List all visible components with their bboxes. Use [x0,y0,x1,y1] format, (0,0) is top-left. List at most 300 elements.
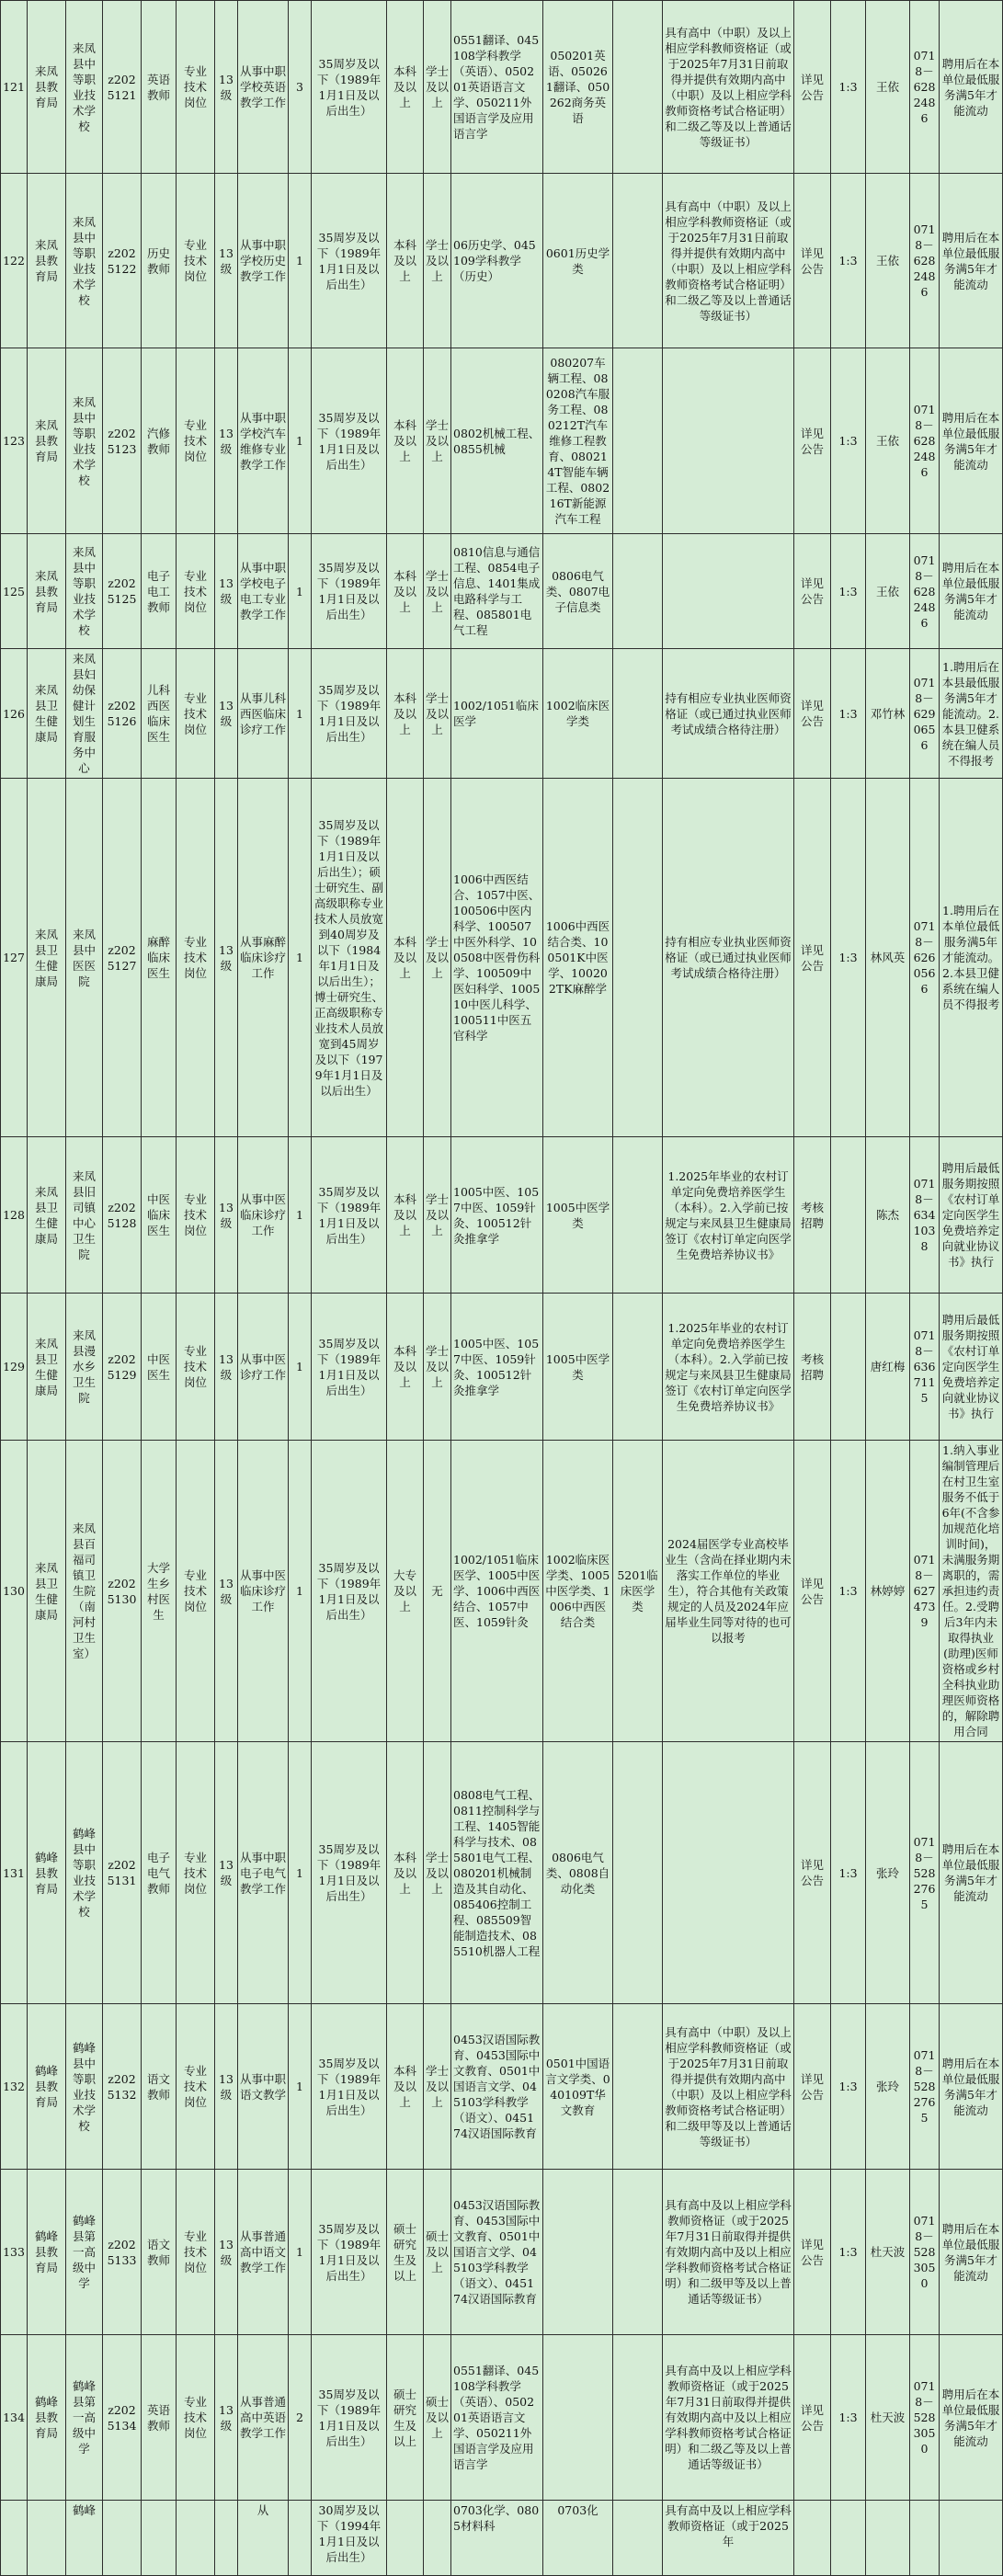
major-undergraduate-cell: 050201英语、050261翻译、050262商务英语 [543,1,613,174]
duty-cell: 从事中职语文教学 [238,2004,289,2170]
major-college-cell [613,1137,663,1294]
major-graduate-cell: 0808电气工程、0811控制科学与工程、1405智能科学与技术、085801电气工程、080201机械制造及其自动化、085406控制工程、085509智能制造技术、085510机器人工程 [451,1742,543,2004]
row-number-cell: 130 [1,1441,28,1742]
remark-cell: 聘用后在本单位最低服务满5年才能流动 [940,2004,1003,2170]
table-row [1,2501,1003,2576]
recruit-method-cell [794,2501,831,2576]
employer-unit-cell: 鹤峰县中等职业技术学校 [66,2004,103,2170]
exam-ratio-cell: 1:3 [831,348,866,534]
contact-phone-cell: 0718－5282765 [910,2004,940,2170]
post-level-cell: 13级 [215,1441,238,1742]
other-requirements-cell: 具有高中及以上相应学科教师资格证（或于2025年7月31日前取得并提供有效期内高中及以上相应学科教师资格考试合格证明）和二级乙等及以上普通话等级证书） [663,2335,794,2501]
age-requirement-cell: 35周岁及以下（1989年1月1日及以后出生） [312,2335,387,2501]
age-requirement-cell: 35周岁及以下（1989年1月1日及以后出生） [312,649,387,779]
recruit-method-cell: 详见公告 [794,2335,831,2501]
post-type-cell: 专业技术岗位 [177,1294,215,1441]
recruit-method-cell: 详见公告 [794,534,831,649]
major-college-cell [613,1,663,174]
major-graduate-cell: 0453汉语国际教育、0453国际中文教育、0501中国语言文学、045103学科教学（语文）、045174汉语国际教育 [451,2170,543,2335]
other-requirements-cell: 具有高中（中职）及以上相应学科教师资格证（或于2025年7月31日前取得并提供有效期内高中（中职）及以上相应学科教师资格考试合格证明）和二级乙等及以上普通话等级证书） [663,174,794,348]
table-row [1,1441,1003,1742]
major-graduate-cell: 0703化学、0805材料科 [451,2501,543,2576]
post-type-cell: 专业技术岗位 [177,174,215,348]
headcount-cell [289,2501,312,2576]
degree-cell: 学士及以上 [424,174,451,348]
major-undergraduate-cell: 1005中医学类 [543,1137,613,1294]
education-cell: 本科及以上 [387,1294,424,1441]
remark-cell: 聘用后在本单位最低服务满5年才能流动 [940,1742,1003,2004]
duty-cell: 从事中职学校汽车维修专业教学工作 [238,348,289,534]
headcount-cell: 1 [289,2004,312,2170]
contact-phone-cell: 0718－5283050 [910,2170,940,2335]
exam-ratio-cell: 1:3 [831,1441,866,1742]
education-cell: 本科及以上 [387,779,424,1137]
major-undergraduate-cell [543,2170,613,2335]
contact-phone-cell: 0718－6290656 [910,649,940,779]
major-graduate-cell: 1005中医、1057中医、1059针灸、100512针灸推拿学 [451,1294,543,1441]
recruit-method-cell: 详见公告 [794,2170,831,2335]
contact-phone-cell: 0718－6260566 [910,779,940,1137]
post-code-cell: z2025121 [103,1,142,174]
duty-cell: 从事儿科西医临床诊疗工作 [238,649,289,779]
post-code-cell: z2025126 [103,649,142,779]
remark-cell: 聘用后在本单位最低服务满5年才能流动 [940,1,1003,174]
department-cell: 鹤峰县教育局 [28,1742,66,2004]
major-undergraduate-cell: 0806电气类、0808自动化类 [543,1742,613,2004]
major-college-cell [613,2501,663,2576]
age-requirement-cell: 35周岁及以下（1989年1月1日及以后出生） [312,1137,387,1294]
major-college-cell [613,174,663,348]
age-requirement-cell: 35周岁及以下（1989年1月1日及以后出生） [312,1294,387,1441]
contact-person-cell: 张玲 [866,1742,910,2004]
department-cell: 来凤县教育局 [28,348,66,534]
remark-cell: 聘用后在本单位最低服务满5年才能流动 [940,2335,1003,2501]
major-graduate-cell: 0802机械工程、0855机械 [451,348,543,534]
employer-unit-cell: 来凤县旧司镇中心卫生院 [66,1137,103,1294]
major-graduate-cell: 0551翻译、045108学科教学（英语）、050201英语语言文学、050211外国语言学及应用语言学 [451,1,543,174]
post-code-cell: z2025122 [103,174,142,348]
remark-cell: 聘用后在本单位最低服务满5年才能流动 [940,348,1003,534]
post-code-cell: z2025131 [103,1742,142,2004]
post-name-cell [142,2501,177,2576]
employer-unit-cell: 来凤县中等职业技术学校 [66,174,103,348]
employer-unit-cell: 来凤县中等职业技术学校 [66,534,103,649]
other-requirements-cell [663,348,794,534]
table-row [1,779,1003,1137]
headcount-cell: 1 [289,1441,312,1742]
post-level-cell: 13级 [215,2170,238,2335]
post-level-cell: 13级 [215,1742,238,2004]
contact-person-cell [866,2501,910,2576]
exam-ratio-cell: 1:3 [831,2335,866,2501]
headcount-cell: 1 [289,1137,312,1294]
post-level-cell: 13级 [215,1294,238,1441]
row-number-cell: 123 [1,348,28,534]
degree-cell: 无 [424,1441,451,1742]
table-row [1,174,1003,348]
post-code-cell: z2025134 [103,2335,142,2501]
duty-cell: 从事中医临床诊疗工作 [238,1137,289,1294]
major-graduate-cell: 1005中医、1057中医、1059针灸、100512针灸推拿学 [451,1137,543,1294]
contact-phone-cell: 0718－6274739 [910,1441,940,1742]
duty-cell: 从事中医临床诊疗工作 [238,1441,289,1742]
department-cell: 鹤峰县教育局 [28,2335,66,2501]
major-graduate-cell: 0551翻译、045108学科教学（英语）、050201英语语言文学、050211外国语言学及应用语言学 [451,2335,543,2501]
contact-person-cell: 邓竹林 [866,649,910,779]
major-undergraduate-cell: 1002临床医学类、1005中医学类、1006中西医结合类 [543,1441,613,1742]
major-college-cell [613,2335,663,2501]
education-cell: 本科及以上 [387,2004,424,2170]
table-row [1,2004,1003,2170]
recruit-method-cell: 考核招聘 [794,1294,831,1441]
department-cell: 鹤峰县教育局 [28,2170,66,2335]
table-row [1,649,1003,779]
contact-phone-cell [910,2501,940,2576]
education-cell: 硕士研究生及以上 [387,2335,424,2501]
table-row [1,348,1003,534]
age-requirement-cell: 35周岁及以下（1989年1月1日及以后出生） [312,1,387,174]
remark-cell: 1.聘用后在本县最低服务满5年才能流动。2.本县卫健系统在编人员不得报考 [940,649,1003,779]
row-number-cell: 127 [1,779,28,1137]
education-cell: 本科及以上 [387,649,424,779]
employer-unit-cell: 来凤县妇幼保健计划生育服务中心 [66,649,103,779]
major-college-cell [613,534,663,649]
other-requirements-cell: 1.2025年毕业的农村订单定向免费培养医学生（本科）。2.入学前已按规定与来凤县卫生健康局签订《农村订单定向医学生免费培养协议书》 [663,1294,794,1441]
degree-cell: 硕士及以上 [424,2335,451,2501]
exam-ratio-cell [831,1137,866,1294]
exam-ratio-cell: 1:3 [831,779,866,1137]
post-level-cell: 13级 [215,2004,238,2170]
post-name-cell: 汽修教师 [142,348,177,534]
post-level-cell: 13级 [215,1,238,174]
contact-phone-cell: 0718－5283050 [910,2335,940,2501]
duty-cell: 从事中医诊疗工作 [238,1294,289,1441]
post-code-cell: z2025125 [103,534,142,649]
post-name-cell: 麻醉临床医生 [142,779,177,1137]
major-college-cell [613,2170,663,2335]
post-level-cell: 13级 [215,2335,238,2501]
employer-unit-cell: 鹤峰县第一高级中学 [66,2170,103,2335]
recruit-method-cell: 详见公告 [794,1742,831,2004]
post-level-cell: 13级 [215,1137,238,1294]
contact-person-cell: 王依 [866,1,910,174]
other-requirements-cell [663,1742,794,2004]
post-type-cell: 专业技术岗位 [177,779,215,1137]
contact-person-cell: 陈杰 [866,1137,910,1294]
education-cell [387,2501,424,2576]
contact-person-cell: 杜天波 [866,2170,910,2335]
major-undergraduate-cell: 1005中医学类 [543,1294,613,1441]
table-row [1,534,1003,649]
employer-unit-cell: 来凤县百福司镇卫生院（南河村卫生室） [66,1441,103,1742]
degree-cell [424,2501,451,2576]
major-undergraduate-cell: 1006中西医结合类、100501K中医学、100202TK麻醉学 [543,779,613,1137]
post-level-cell: 13级 [215,174,238,348]
contact-phone-cell: 0718－6367115 [910,1294,940,1441]
post-name-cell: 儿科西医临床医生 [142,649,177,779]
contact-phone-cell: 0718－5282765 [910,1742,940,2004]
table-row [1,1742,1003,2004]
post-type-cell: 专业技术岗位 [177,2004,215,2170]
other-requirements-cell: 1.2025年毕业的农村订单定向免费培养医学生（本科）。2.入学前已按规定与来凤县卫生健康局签订《农村订单定向医学生免费培养协议书》 [663,1137,794,1294]
row-number-cell: 129 [1,1294,28,1441]
post-name-cell: 历史教师 [142,174,177,348]
post-code-cell: z2025128 [103,1137,142,1294]
duty-cell: 从事中职学校历史教学工作 [238,174,289,348]
contact-phone-cell: 0718－6282486 [910,348,940,534]
major-undergraduate-cell: 080207车辆工程、080208汽车服务工程、080212T汽车维修工程教育、080214T智能车辆工程、080216T新能源汽车工程 [543,348,613,534]
major-college-cell [613,2004,663,2170]
age-requirement-cell: 35周岁及以下（1989年1月1日及以后出生） [312,534,387,649]
post-name-cell: 中医临床医生 [142,1137,177,1294]
post-type-cell: 专业技术岗位 [177,1441,215,1742]
row-number-cell: 122 [1,174,28,348]
major-graduate-cell: 1002/1051临床医学 [451,649,543,779]
major-college-cell [613,649,663,779]
headcount-cell: 1 [289,779,312,1137]
contact-person-cell: 林风英 [866,779,910,1137]
education-cell: 本科及以上 [387,1137,424,1294]
post-name-cell: 大学生乡村医生 [142,1441,177,1742]
education-cell: 本科及以上 [387,174,424,348]
table-row [1,1294,1003,1441]
exam-ratio-cell: 1:3 [831,1,866,174]
contact-person-cell: 林婷婷 [866,1441,910,1742]
major-undergraduate-cell: 0703化 [543,2501,613,2576]
degree-cell: 学士及以上 [424,1294,451,1441]
post-level-cell: 13级 [215,348,238,534]
recruit-method-cell: 详见公告 [794,1,831,174]
post-code-cell: z2025133 [103,2170,142,2335]
duty-cell: 从事麻醉临床诊疗工作 [238,779,289,1137]
major-college-cell [613,348,663,534]
age-requirement-cell: 30周岁及以下（1994年1月1日及以后出生） [312,2501,387,2576]
post-type-cell: 专业技术岗位 [177,534,215,649]
other-requirements-cell: 2024届医学专业高校毕业生（含尚在择业期内未落实工作单位的毕业生），符合其他有关政策规定的人员及2024年应届毕业生同等对待的也可以报考 [663,1441,794,1742]
degree-cell: 学士及以上 [424,534,451,649]
degree-cell: 学士及以上 [424,779,451,1137]
recruit-method-cell: 详见公告 [794,779,831,1137]
row-number-cell: 126 [1,649,28,779]
headcount-cell: 1 [289,348,312,534]
department-cell: 来凤县卫生健康局 [28,1294,66,1441]
degree-cell: 学士及以上 [424,649,451,779]
headcount-cell: 1 [289,1742,312,2004]
recruit-method-cell: 详见公告 [794,649,831,779]
major-graduate-cell: 06历史学、045109学科教学（历史） [451,174,543,348]
exam-ratio-cell: 1:3 [831,174,866,348]
major-college-cell [613,779,663,1137]
major-graduate-cell: 1002/1051临床医学、1005中医学、1006中西医结合、1057中医、1059针灸 [451,1441,543,1742]
department-cell: 来凤县教育局 [28,174,66,348]
exam-ratio-cell: 1:3 [831,2004,866,2170]
contact-person-cell: 王依 [866,174,910,348]
post-type-cell: 专业技术岗位 [177,2335,215,2501]
employer-unit-cell: 来凤县中等职业技术学校 [66,348,103,534]
post-code-cell: z2025132 [103,2004,142,2170]
recruit-method-cell: 详见公告 [794,174,831,348]
headcount-cell: 2 [289,2335,312,2501]
post-name-cell: 中医医生 [142,1294,177,1441]
education-cell: 本科及以上 [387,1742,424,2004]
education-cell: 本科及以上 [387,348,424,534]
table-row [1,1,1003,174]
age-requirement-cell: 35周岁及以下（1989年1月1日及以后出生） [312,348,387,534]
age-requirement-cell: 35周岁及以下（1989年1月1日及以后出生） [312,1441,387,1742]
post-type-cell: 专业技术岗位 [177,1137,215,1294]
post-level-cell: 13级 [215,779,238,1137]
contact-person-cell: 王依 [866,348,910,534]
department-cell: 来凤县卫生健康局 [28,1441,66,1742]
headcount-cell: 1 [289,2170,312,2335]
employer-unit-cell: 来凤县中医医院 [66,779,103,1137]
post-type-cell: 专业技术岗位 [177,348,215,534]
row-number-cell: 134 [1,2335,28,2501]
post-name-cell: 电子电工教师 [142,534,177,649]
remark-cell: 聘用后最低服务期按照《农村订单定向医学生免费培养定向就业协议书》执行 [940,1137,1003,1294]
remark-cell: 聘用后在本单位最低服务满5年才能流动 [940,534,1003,649]
age-requirement-cell: 35周岁及以下（1989年1月1日及以后出生） [312,2170,387,2335]
department-cell: 来凤县卫生健康局 [28,649,66,779]
post-level-cell [215,2501,238,2576]
headcount-cell: 1 [289,649,312,779]
table-row [1,2335,1003,2501]
department-cell: 来凤县教育局 [28,534,66,649]
age-requirement-cell: 35周岁及以下（1989年1月1日及以后出生）；硕士研究生、副高级职称专业技术人员放宽到40周岁及以下（1984年1月1日及以后出生）；博士研究生、正高级职称专业技术人员放宽到45周岁及以下（1979年1月1日及以后出生） [312,779,387,1137]
contact-phone-cell: 0718－6282486 [910,174,940,348]
headcount-cell: 3 [289,1,312,174]
degree-cell: 硕士及以上 [424,2170,451,2335]
major-college-cell: 5201临床医学类 [613,1441,663,1742]
headcount-cell: 1 [289,174,312,348]
major-undergraduate-cell: 0806电气类、0807电子信息类 [543,534,613,649]
post-code-cell: z2025129 [103,1294,142,1441]
contact-phone-cell: 0718－6282486 [910,534,940,649]
recruit-method-cell: 详见公告 [794,348,831,534]
duty-cell: 从事普通高中英语教学工作 [238,2335,289,2501]
headcount-cell: 1 [289,534,312,649]
age-requirement-cell: 35周岁及以下（1989年1月1日及以后出生） [312,2004,387,2170]
degree-cell: 学士及以上 [424,1137,451,1294]
major-college-cell [613,1294,663,1441]
remark-cell [940,2501,1003,2576]
major-graduate-cell: 0810信息与通信工程、0854电子信息、1401集成电路科学与工程、085801电气工程 [451,534,543,649]
post-name-cell: 语文教师 [142,2170,177,2335]
remark-cell: 聘用后在本单位最低服务满5年才能流动 [940,174,1003,348]
exam-ratio-cell: 1:3 [831,534,866,649]
education-cell: 本科及以上 [387,534,424,649]
post-code-cell: z2025123 [103,348,142,534]
major-undergraduate-cell: 0501中国语言文学类、040109T华文教育 [543,2004,613,2170]
exam-ratio-cell [831,2501,866,2576]
education-cell: 本科及以上 [387,1,424,174]
post-name-cell: 语文教师 [142,2004,177,2170]
other-requirements-cell: 具有高中（中职）及以上相应学科教师资格证（或于2025年7月31日前取得并提供有效期内高中（中职）及以上相应学科教师资格考试合格证明）和二级甲等及以上普通话等级证书） [663,2004,794,2170]
other-requirements-cell: 具有高中及以上相应学科教师资格证（或于2025年7月31日前取得并提供有效期内高中及以上相应学科教师资格考试合格证明）和二级甲等及以上普通话等级证书） [663,2170,794,2335]
duty-cell: 从事普通高中语文教学工作 [238,2170,289,2335]
employer-unit-cell: 鹤峰县中等职业技术学校 [66,1742,103,2004]
post-code-cell: z2025130 [103,1441,142,1742]
contact-person-cell: 杜天波 [866,2335,910,2501]
row-number-cell: 132 [1,2004,28,2170]
duty-cell: 从 [238,2501,289,2576]
contact-person-cell: 唐红梅 [866,1294,910,1441]
exam-ratio-cell: 1:3 [831,649,866,779]
exam-ratio-cell: 1:3 [831,1742,866,2004]
other-requirements-cell: 持有相应专业执业医师资格证（或已通过执业医师考试成绩合格待注册） [663,779,794,1137]
contact-person-cell: 王依 [866,534,910,649]
duty-cell: 从事中职学校电子电工专业教学工作 [238,534,289,649]
row-number-cell: 125 [1,534,28,649]
major-undergraduate-cell: 1002临床医学类 [543,649,613,779]
education-cell: 硕士研究生及以上 [387,2170,424,2335]
contact-phone-cell: 0718－6282486 [910,1,940,174]
other-requirements-cell: 具有高中（中职）及以上相应学科教师资格证（或于2025年7月31日前取得并提供有效期内高中（中职）及以上相应学科教师资格考试合格证明）和二级乙等及以上普通话等级证书） [663,1,794,174]
other-requirements-cell: 持有相应专业执业医师资格证（或已通过执业医师考试成绩合格待注册） [663,649,794,779]
remark-cell: 1.纳入事业编制管理后在村卫生室服务不低于6年(不含参加规范化培训时间)，未满服务期离职的，需承担违约责任。2.受聘后3年内未取得执业(助理)医师资格或乡村全科执业助理医师资格的，解除聘用合同 [940,1441,1003,1742]
post-level-cell: 13级 [215,534,238,649]
department-cell [28,2501,66,2576]
post-code-cell [103,2501,142,2576]
post-code-cell: z2025127 [103,779,142,1137]
contact-person-cell: 张玲 [866,2004,910,2170]
row-number-cell: 131 [1,1742,28,2004]
department-cell: 来凤县卫生健康局 [28,1137,66,1294]
post-name-cell: 英语教师 [142,2335,177,2501]
major-undergraduate-cell: 0601历史学类 [543,174,613,348]
post-type-cell: 专业技术岗位 [177,1742,215,2004]
row-number-cell: 128 [1,1137,28,1294]
remark-cell: 聘用后最低服务期按照《农村订单定向医学生免费培养定向就业协议书》执行 [940,1294,1003,1441]
post-level-cell: 13级 [215,649,238,779]
employer-unit-cell: 鹤峰县第一高级中学 [66,2335,103,2501]
major-undergraduate-cell [543,2335,613,2501]
other-requirements-cell [663,534,794,649]
education-cell: 大专及以上 [387,1441,424,1742]
table-row [1,2170,1003,2335]
degree-cell: 学士及以上 [424,348,451,534]
employer-unit-cell: 来凤县漫水乡卫生院 [66,1294,103,1441]
degree-cell: 学士及以上 [424,2004,451,2170]
duty-cell: 从事中职学校英语教学工作 [238,1,289,174]
degree-cell: 学士及以上 [424,1,451,174]
age-requirement-cell: 35周岁及以下（1989年1月1日及以后出生） [312,174,387,348]
employer-unit-cell: 鹤峰 [66,2501,103,2576]
post-name-cell: 英语教师 [142,1,177,174]
employer-unit-cell: 来凤县中等职业技术学校 [66,1,103,174]
department-cell: 来凤县卫生健康局 [28,779,66,1137]
table-body [1,1,1003,2576]
degree-cell: 学士及以上 [424,1742,451,2004]
headcount-cell: 1 [289,1294,312,1441]
row-number-cell [1,2501,28,2576]
department-cell: 鹤峰县教育局 [28,2004,66,2170]
post-type-cell [177,2501,215,2576]
department-cell: 来凤县教育局 [28,1,66,174]
contact-phone-cell: 0718－6341038 [910,1137,940,1294]
recruit-method-cell: 考核招聘 [794,1137,831,1294]
recruit-method-cell: 详见公告 [794,1441,831,1742]
post-type-cell: 专业技术岗位 [177,649,215,779]
duty-cell: 从事中职电子电气教学工作 [238,1742,289,2004]
age-requirement-cell: 35周岁及以下（1989年1月1日及以后出生） [312,1742,387,2004]
major-graduate-cell: 1006中西医结合、1057中医、100506中医内科学、100507中医外科学、100508中医骨伤科学、100509中医妇科学、100510中医儿科学、100511中医五官科学 [451,779,543,1137]
recruit-method-cell: 详见公告 [794,2004,831,2170]
table-row [1,1137,1003,1294]
other-requirements-cell: 具有高中及以上相应学科教师资格证（或于2025年 [663,2501,794,2576]
exam-ratio-cell [831,1294,866,1441]
post-type-cell: 专业技术岗位 [177,1,215,174]
